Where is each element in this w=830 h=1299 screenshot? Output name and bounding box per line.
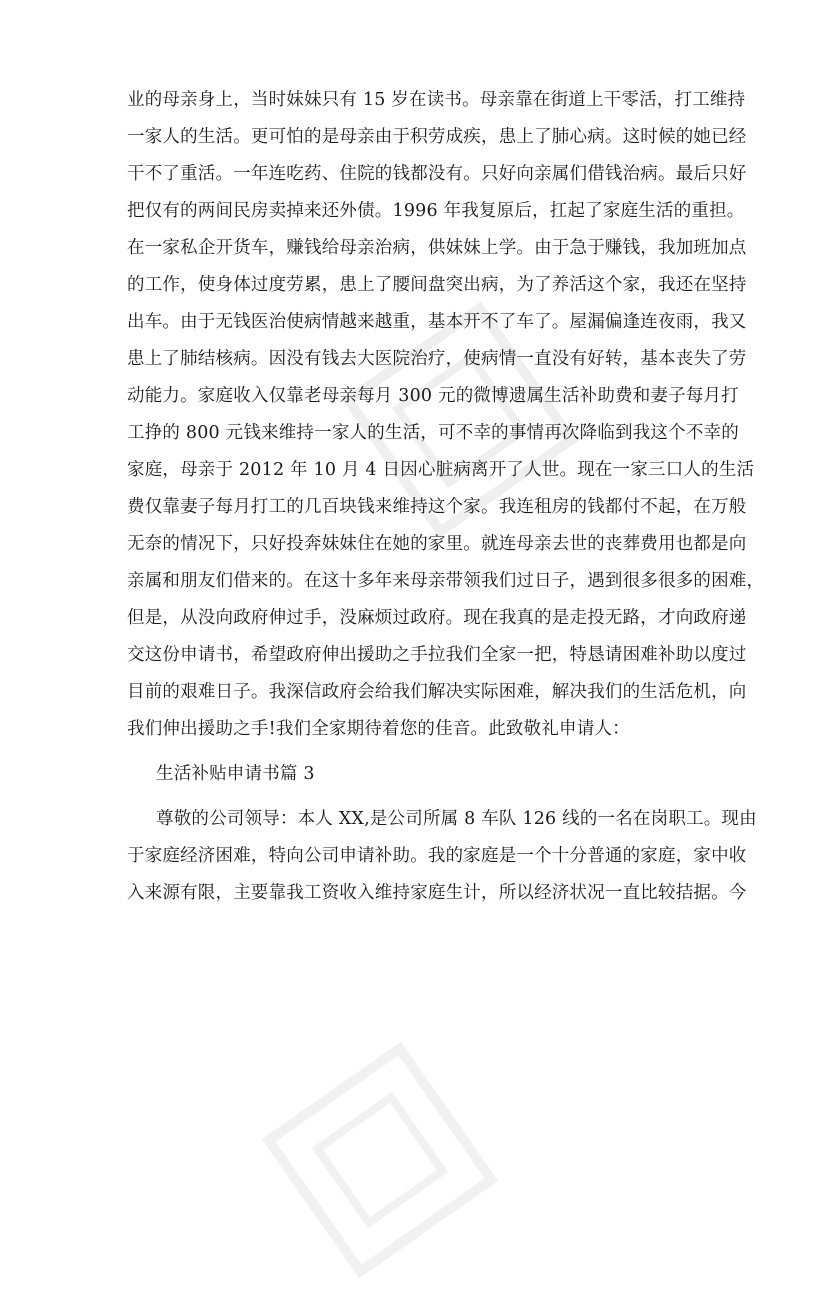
text-line: 交这份申请书，希望政府伸出援助之手拉我们全家一把，特恳请困难补助以度过: [127, 645, 747, 665]
text-line: 目前的艰难日子。我深信政府会给我们解决实际困难，解决我们的生活危机，向: [127, 682, 747, 702]
text-line: 家庭，母亲于 2012 年 10 月 4 日因心脏病离开了人世。现在一家三口人的生活: [127, 460, 755, 480]
text-line: 亲属和朋友们借来的。在这十多年来母亲带领我们过日子，遇到很多很多的困难，: [127, 571, 765, 591]
section-heading: 生活补贴申请书篇 3: [156, 764, 315, 784]
text-line: 动能力。家庭收入仅靠老母亲每月 300 元的微博遗属生活补助费和妻子每月打: [127, 386, 739, 406]
text-line: 把仅有的两间民房卖掉来还外债。1996 年我复原后，扛起了家庭生活的重担。: [127, 201, 745, 221]
text-line: 我们伸出援助之手!我们全家期待着您的佳音。此致敬礼申请人：: [127, 719, 630, 739]
text-line: 无奈的情况下，只好投奔妹妹住在她的家里。就连母亲去世的丧葬费用也都是向: [127, 534, 747, 554]
text-line: 的工作，使身体过度劳累，患上了腰间盘突出病，为了养活这个家，我还在坚持: [127, 275, 747, 295]
text-line: 入来源有限，主要靠我工资收入维持家庭生计，所以经济状况一直比较拮据。今: [127, 883, 747, 903]
text-line: 于家庭经济困难，特向公司申请补助。我的家庭是一个十分普通的家庭，家中收: [127, 846, 747, 866]
text-line: 但是，从没向政府伸过手，没麻烦过政府。现在我真的是走投无路，才向政府递: [127, 608, 747, 628]
text-line: 工挣的 800 元钱来维持一家人的生活，可不幸的事情再次降临到我这个不幸的: [127, 423, 739, 443]
text-line: 尊敬的公司领导：本人 XX,是公司所属 8 车队 126 线的一名在岗职工。现由: [156, 809, 757, 829]
text-line: 干不了重活。一年连吃药、住院的钱都没有。只好向亲属们借钱治病。最后只好: [127, 164, 747, 184]
text-line: 费仅靠妻子每月打工的几百块钱来维持这个家。我连租房的钱都付不起，在万般: [127, 497, 747, 517]
document-body: [127, 82, 765, 912]
text-line: 患上了肺结核病。因没有钱去大医院治疗，使病情一直没有好转，基本丧失了劳: [127, 349, 747, 369]
text-line: 一家人的生活。更可怕的是母亲由于积劳成疾，患上了肺心病。这时候的她已经: [127, 127, 747, 147]
text-line: 出车。由于无钱医治使病情越来越重，基本开不了车了。屋漏偏逢连夜雨，我又: [127, 312, 747, 332]
text-line: 在一家私企开货车，赚钱给母亲治病，供妹妹上学。由于急于赚钱，我加班加点: [127, 238, 747, 258]
watermark-logo-bottom: [241, 1021, 520, 1299]
text-line: 业的母亲身上，当时妹妹只有 15 岁在读书。母亲靠在街道上干零活，打工维持: [127, 90, 746, 110]
